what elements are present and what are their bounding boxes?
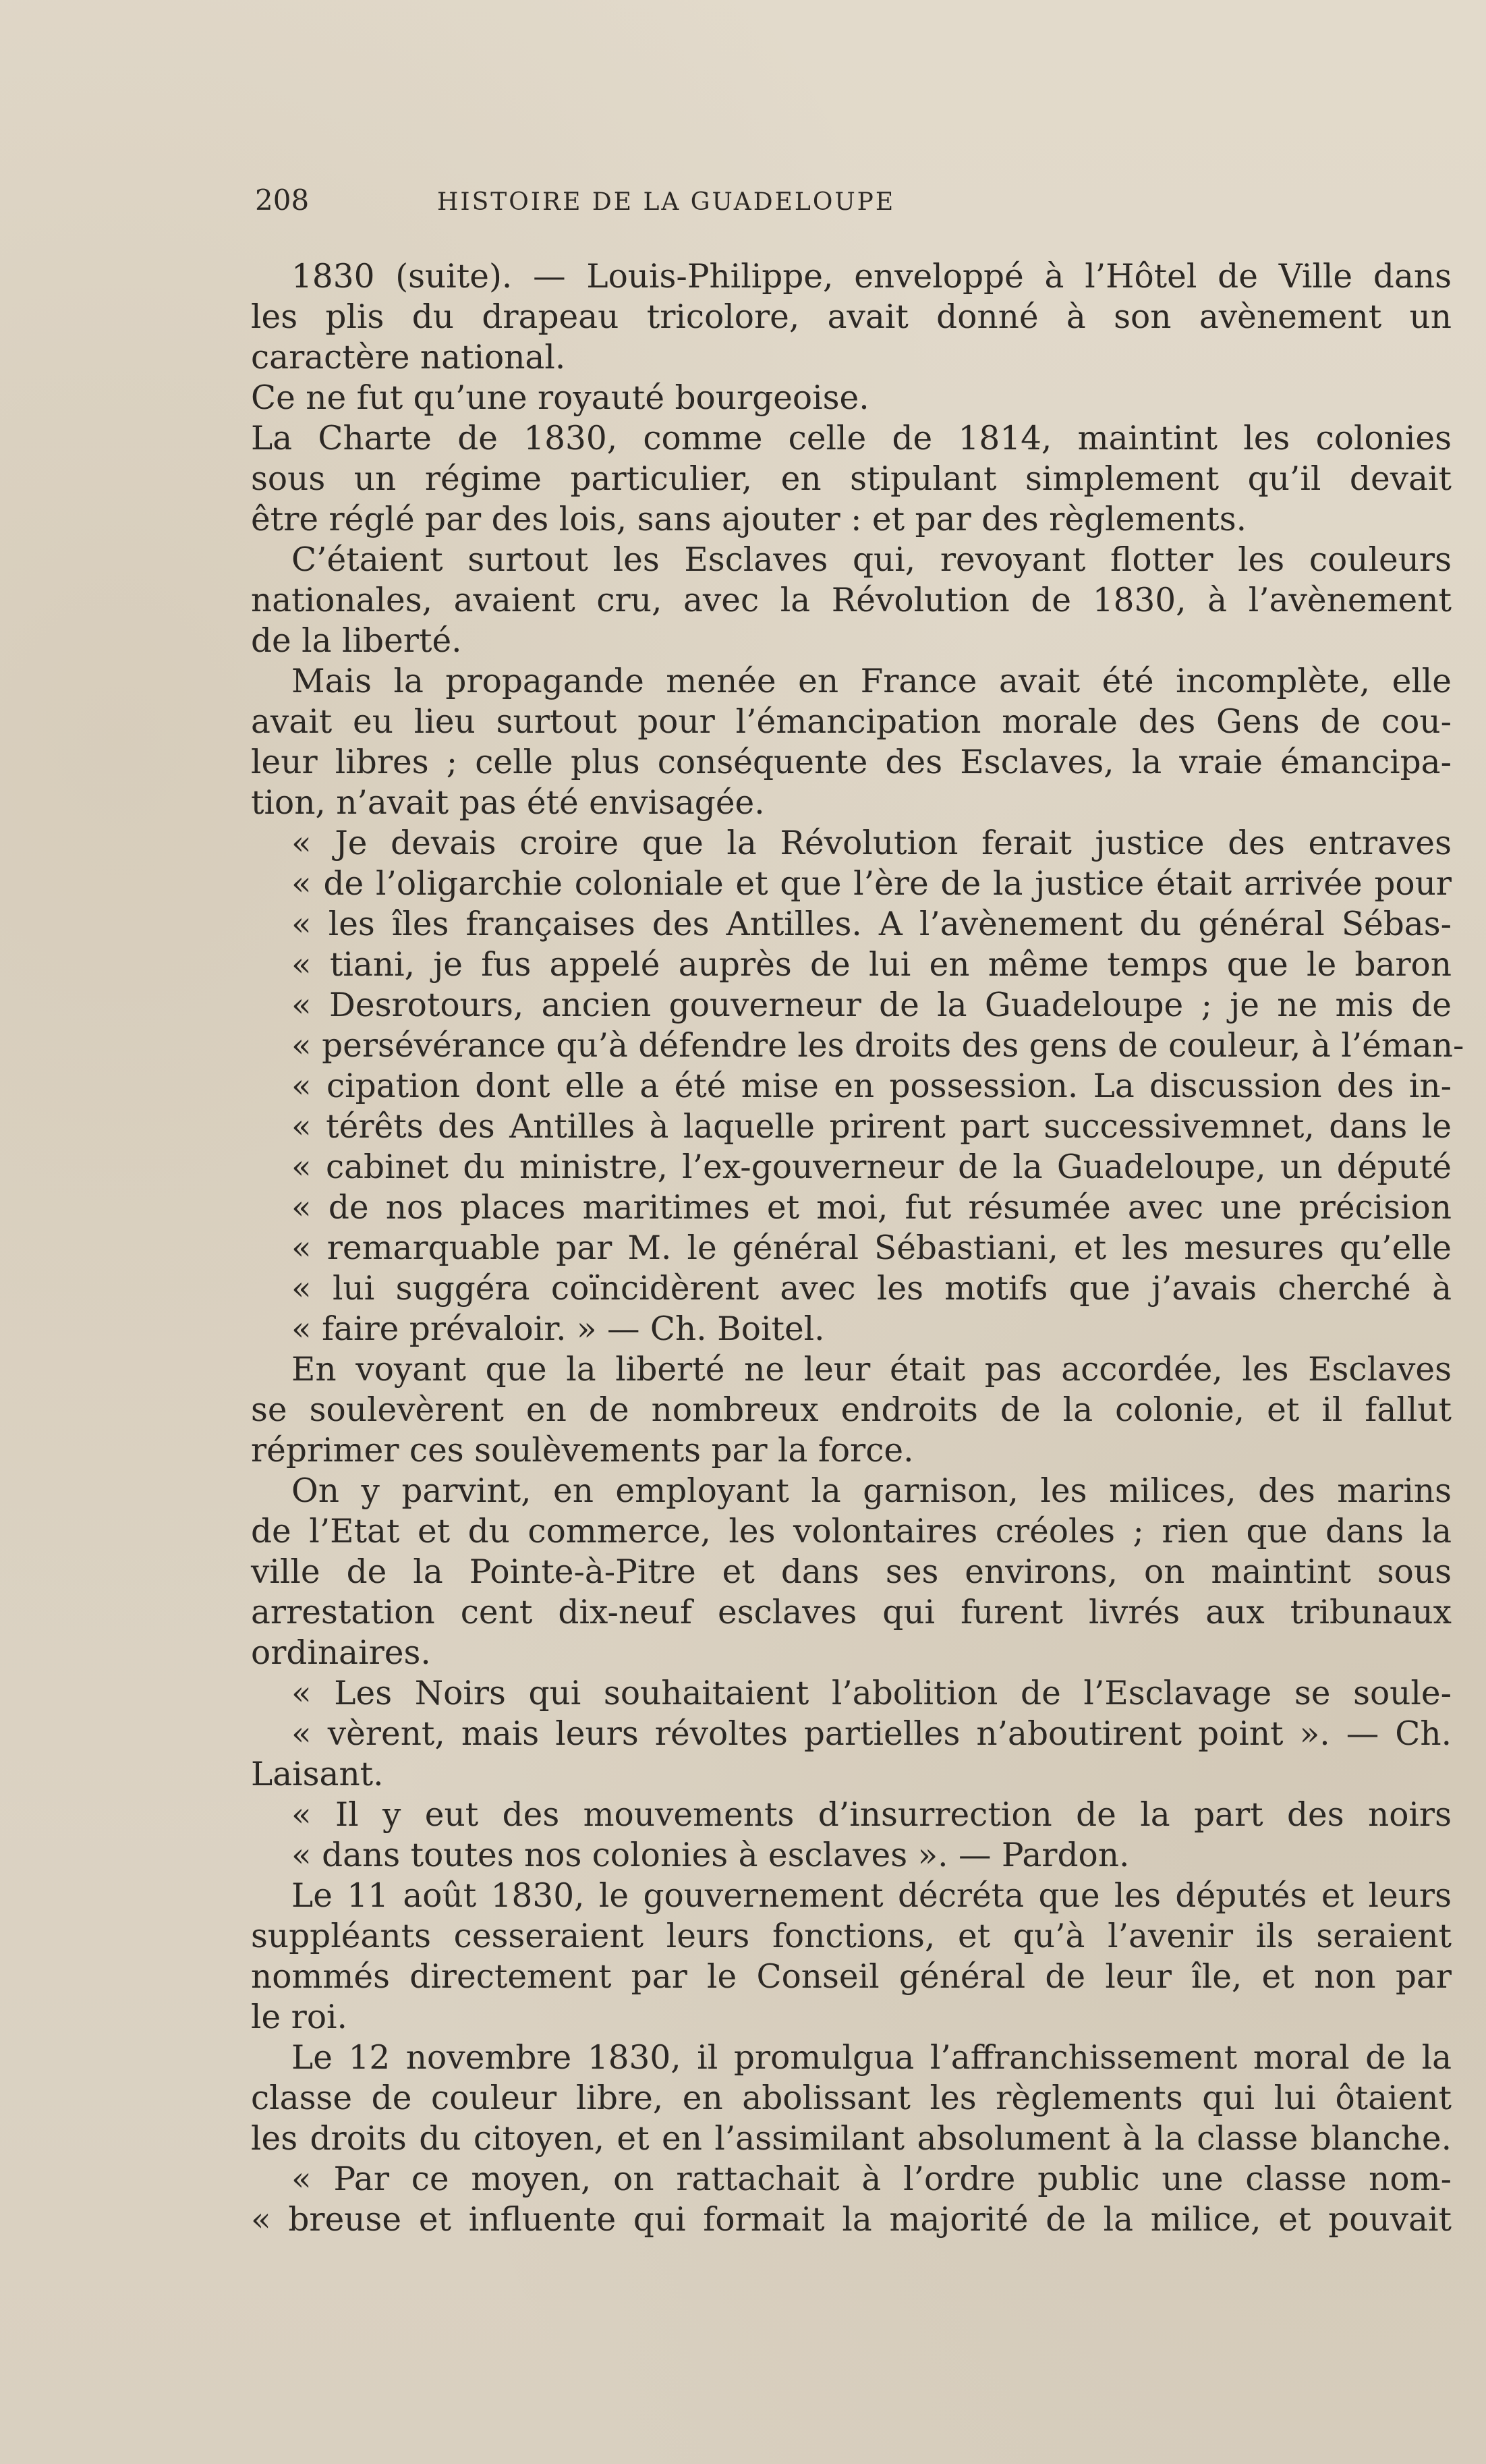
text-line: « dans toutes nos colonies à esclaves ». — Pardon. [291,1837,1130,1874]
text-line: « vèrent, mais leurs révoltes partielles n’aboutirent point ». — Ch. [291,1715,1452,1753]
text-line: caractère national. [251,339,566,376]
text-line: de l’Etat et du commerce, les volontaires créoles ; rien que dans la [251,1513,1452,1550]
text-line: ordinaires. [251,1634,431,1672]
text-line: réprimer ces soulèvements par la force. [251,1432,914,1469]
text-line: « faire prévaloir. » — Ch. Boitel. [291,1310,825,1348]
text-line: « Il y eut des mouvements d’insurrection de la part des noirs [291,1796,1452,1834]
text-line: être réglé par des lois, sans ajouter : et par des règlements. [251,501,1247,538]
text-line: 1830 (suite). — Louis-Philippe, enveloppé à l’Hôtel de Ville dans [291,258,1452,296]
text-line: les plis du drapeau tricolore, avait donné à son avènement un [251,298,1452,336]
text-line: « Les Noirs qui souhaitaient l’abolition de l’Esclavage se soule- [291,1675,1452,1712]
text-line: suppléants cesseraient leurs fonctions, et qu’à l’avenir ils seraient [251,1917,1452,1955]
page-header [255,184,1098,217]
text-line: « remarquable par M. le général Sébastiani, et les mesures qu’elle [291,1229,1452,1267]
text-line: Le 11 août 1830, le gouvernement décréta que les députés et leurs [291,1877,1452,1915]
text-line: On y parvint, en employant la garnison, les milices, des marins [291,1472,1452,1510]
text-line: « breuse et influente qui formait la majorité de la milice, et pouvait [251,2201,1452,2239]
text-line: de la liberté. [251,622,462,660]
text-line: tion, n’avait pas été envisagée. [251,784,765,822]
text-line: nationales, avaient cru, avec la Révolution de 1830, à l’avènement [251,582,1452,619]
text-line: nommés directement par le Conseil général de leur île, et non par [251,1958,1452,1996]
text-line: Le 12 novembre 1830, il promulgua l’affranchissement moral de la [291,2039,1452,2077]
text-line: « les îles françaises des Antilles. A l’avènement du général Sébas- [291,905,1452,943]
text-line: En voyant que la liberté ne leur était pas accordée, les Esclaves [291,1351,1452,1389]
text-line: les droits du citoyen, et en l’assimilant absolument à la classe blanche. [251,2120,1452,2158]
text-line: Mais la propagande menée en France avait été incomplète, elle [291,663,1452,700]
text-line: se soulevèrent en de nombreux endroits de la colonie, et il fallut [251,1391,1452,1429]
text-line: « Je devais croire que la Révolution ferait justice des entraves [291,824,1452,862]
text-line: le roi. [251,1998,347,2036]
text-line: avait eu lieu surtout pour l’émancipation morale des Gens de cou- [251,703,1452,741]
text-line: « tiani, je fus appelé auprès de lui en même temps que le baron [291,946,1452,984]
text-line: « persévérance qu’à défendre les droits des gens de couleur, à l’éman- [291,1027,1464,1065]
text-line: Laisant. [251,1756,384,1793]
text-line: « Desrotours, ancien gouverneur de la Guadeloupe ; je ne mis de [291,986,1452,1024]
text-line: arrestation cent dix-neuf esclaves qui furent livrés aux tribunaux [251,1594,1452,1631]
text-line: « Par ce moyen, on rattachait à l’ordre public une classe nom- [291,2160,1452,2198]
text-line: sous un régime particulier, en stipulant simplement qu’il devait [251,460,1452,498]
text-line: ville de la Pointe-à-Pitre et dans ses environs, on maintint sous [251,1553,1452,1591]
text-line: « térêts des Antilles à laquelle prirent part successivemnet, dans le [291,1108,1452,1146]
body-text [251,256,1464,2240]
text-line: « cabinet du ministre, l’ex-gouverneur de la Guadeloupe, un député [291,1148,1452,1186]
text-line: « lui suggéra coïncidèrent avec les motifs que j’avais cherché à [291,1270,1452,1308]
text-line: Ce ne fut qu’une royauté bourgeoise. [251,379,869,417]
text-line: « de nos places maritimes et moi, fut résumée avec une précision [291,1189,1452,1227]
text-line: La Charte de 1830, comme celle de 1814, maintint les colonies [251,420,1452,457]
text-line: classe de couleur libre, en abolissant les règlements qui lui ôtaient [251,2079,1452,2117]
text-line: « cipation dont elle a été mise en possession. La discussion des in- [291,1067,1452,1105]
text-line: « de l’oligarchie coloniale et que l’ère de la justice était arrivée pour [291,865,1452,903]
text-line: leur libres ; celle plus conséquente des Esclaves, la vraie émancipa- [251,744,1452,781]
page-number: 208 [255,184,310,217]
running-title: HISTOIRE DE LA GUADELOUPE [437,188,896,216]
text-line: C’étaient surtout les Esclaves qui, revoyant flotter les couleurs [291,541,1452,579]
